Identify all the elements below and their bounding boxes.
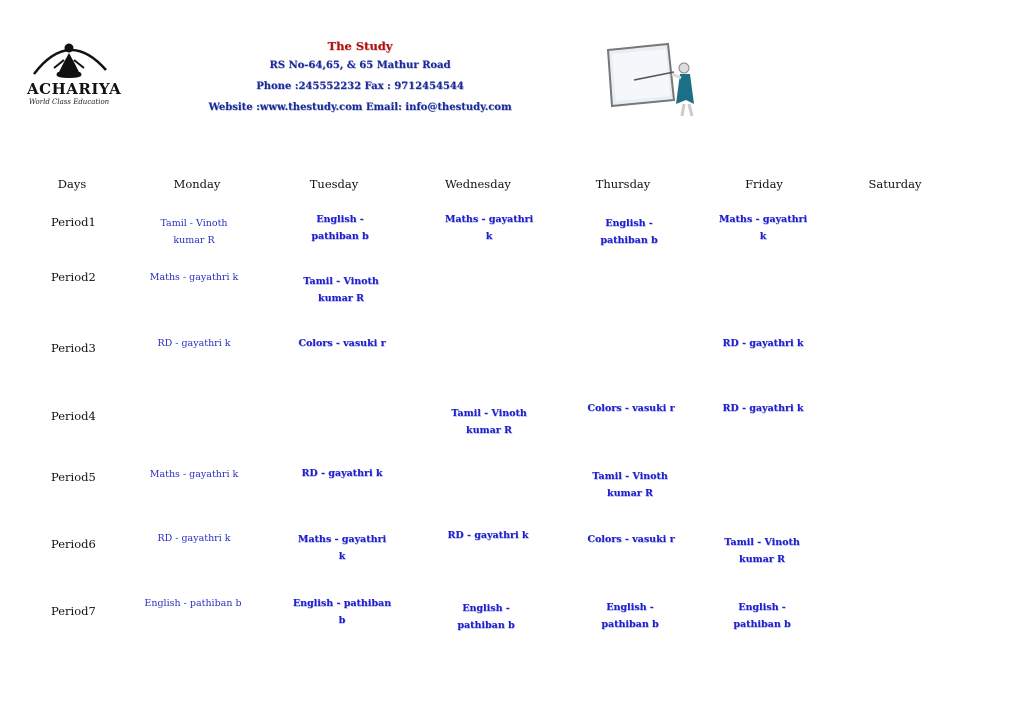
row-header-period7: Period7 [51, 604, 96, 618]
timetable-cell: RD - gayathri k [157, 338, 231, 349]
timetable-cell: Colors - vasuki r [587, 534, 675, 545]
timetable-cell: Tamil - Vinoth kumar R [724, 537, 800, 565]
timetable-cell: English - pathiban b [292, 598, 392, 626]
timetable-cell: Tamil - Vinoth kumar R [451, 408, 527, 436]
column-header-days: Days [57, 177, 87, 191]
row-header-period3: Period3 [51, 341, 96, 355]
column-header-saturday: Saturday [868, 177, 922, 191]
row-header-period6: Period6 [51, 537, 96, 551]
row-header-period2: Period2 [51, 270, 96, 284]
timetable-cell: Tamil - Vinoth kumar R [160, 218, 228, 246]
timetable-cell: Maths - gayathri k [718, 214, 808, 242]
timetable-cell: Tamil - Vinoth kumar R [592, 471, 668, 499]
row-header-period5: Period5 [51, 470, 96, 484]
timetable-cell: English - pathiban b [311, 214, 369, 242]
timetable-cell: English - pathiban b [457, 603, 515, 631]
timetable-cell: RD - gayathri k [722, 403, 804, 414]
timetable-cell: English - pathiban b [144, 598, 242, 609]
column-header-monday: Monday [173, 177, 221, 191]
column-header-friday: Friday [745, 177, 783, 191]
school-title: The Study [327, 39, 393, 53]
timetable-cell: Maths - gayathri k [444, 214, 534, 242]
timetable-cell: English - pathiban b [733, 602, 791, 630]
logo-subtext: World Class Education [28, 98, 110, 106]
timetable-cell: Tamil - Vinoth kumar R [303, 276, 379, 304]
timetable-cell: RD - gayathri k [447, 530, 529, 541]
timetable-cell: RD - gayathri k [157, 533, 231, 544]
timetable-cell: Maths - gayathri k [149, 272, 239, 283]
school-phone: Phone :245552232 Fax : 9712454544 [256, 81, 464, 92]
teacher-whiteboard-icon [604, 40, 704, 118]
timetable-cell: RD - gayathri k [301, 468, 383, 479]
row-header-period1: Period1 [51, 215, 96, 229]
row-header-period4: Period4 [51, 409, 96, 423]
timetable-cell: English - pathiban b [600, 218, 658, 246]
timetable-cell: RD - gayathri k [722, 338, 804, 349]
timetable-cell: Maths - gayathri k [149, 469, 239, 480]
timetable-cell: English - pathiban b [601, 602, 659, 630]
column-header-thursday: Thursday [595, 177, 651, 191]
column-header-tuesday: Tuesday [309, 177, 359, 191]
logo-text: ACHARIYA [27, 80, 122, 98]
column-header-wednesday: Wednesday [445, 177, 511, 191]
school-address: RS No-64,65, & 65 Mathur Road [269, 60, 451, 71]
timetable-cell: Maths - gayathri k [297, 534, 387, 562]
timetable-cell: Colors - vasuki r [298, 338, 386, 349]
timetable-cell: Colors - vasuki r [587, 403, 675, 414]
school-web-email: Website :www.thestudy.com Email: info@thestudy.com [208, 102, 512, 113]
